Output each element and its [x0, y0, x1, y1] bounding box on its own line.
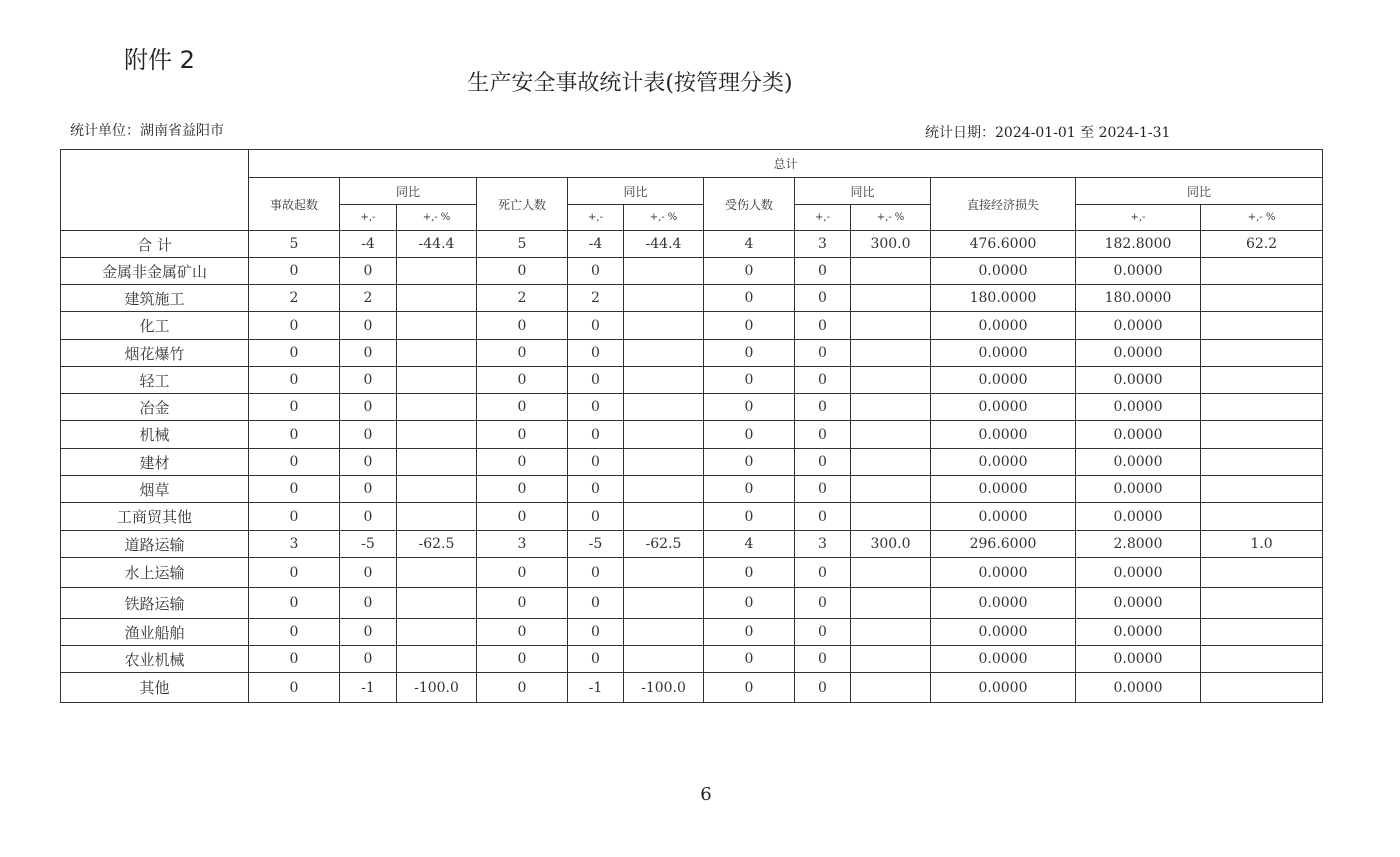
cell-deaths: 3 — [477, 531, 568, 558]
page-title: 生产安全事故统计表(按管理分类) — [467, 71, 793, 96]
cell-accidents-diff: 0 — [340, 367, 397, 394]
cell-accidents: 0 — [249, 340, 340, 367]
table-row — [61, 449, 1323, 476]
cell-category: 金属非金属矿山 — [61, 258, 249, 285]
cell-deaths-diff: 0 — [568, 449, 624, 476]
cell-deaths-diff: 0 — [568, 312, 624, 340]
cell-loss: 0.0000 — [931, 673, 1076, 703]
cell-accidents-diff: 0 — [340, 312, 397, 340]
cell-injured: 4 — [704, 531, 795, 558]
header-pct: +,- % — [1201, 205, 1323, 231]
cell-deaths: 0 — [477, 340, 568, 367]
cell-loss-diff: 0.0000 — [1076, 646, 1201, 673]
cell-deaths-pct — [624, 258, 704, 285]
corner-cell — [61, 150, 249, 231]
cell-loss-diff: 0.0000 — [1076, 619, 1201, 646]
cell-loss-pct — [1201, 646, 1323, 673]
cell-deaths-pct — [624, 394, 704, 421]
cell-loss-pct — [1201, 258, 1323, 285]
cell-accidents: 5 — [249, 231, 340, 258]
cell-injured-diff: 0 — [795, 588, 851, 619]
cell-deaths-diff: 0 — [568, 340, 624, 367]
header-diff: +,- — [568, 205, 624, 231]
statistics-date: 统计日期：2024-01-01 至 2024-1-31 — [925, 125, 1171, 141]
cell-accidents-pct — [397, 558, 477, 588]
cell-loss-diff: 0.0000 — [1076, 258, 1201, 285]
cell-loss: 0.0000 — [931, 340, 1076, 367]
cell-injured: 0 — [704, 421, 795, 449]
cell-deaths-pct: -100.0 — [624, 673, 704, 703]
cell-category: 烟草 — [61, 476, 249, 503]
cell-injured-diff: 0 — [795, 340, 851, 367]
cell-injured: 0 — [704, 340, 795, 367]
header-diff: +,- — [1076, 205, 1201, 231]
cell-deaths-pct — [624, 340, 704, 367]
cell-loss: 0.0000 — [931, 588, 1076, 619]
cell-deaths-diff: -5 — [568, 531, 624, 558]
cell-loss: 476.6000 — [931, 231, 1076, 258]
cell-injured-diff: 0 — [795, 449, 851, 476]
cell-accidents-pct — [397, 449, 477, 476]
cell-injured-diff: 0 — [795, 312, 851, 340]
cell-injured-diff: 0 — [795, 421, 851, 449]
cell-deaths-diff: 0 — [568, 646, 624, 673]
header-yoy: 同比 — [340, 178, 477, 205]
table-row — [61, 476, 1323, 503]
cell-loss-diff: 0.0000 — [1076, 394, 1201, 421]
cell-accidents-pct: -100.0 — [397, 673, 477, 703]
cell-accidents-diff: -4 — [340, 231, 397, 258]
page-number: 6 — [700, 784, 712, 805]
cell-injured-diff: 0 — [795, 503, 851, 531]
cell-deaths-pct — [624, 367, 704, 394]
cell-deaths-diff: 0 — [568, 558, 624, 588]
cell-deaths-pct — [624, 312, 704, 340]
header-injured: 受伤人数 — [704, 178, 795, 231]
cell-injured-pct — [851, 312, 931, 340]
table-row — [61, 394, 1323, 421]
header-yoy: 同比 — [568, 178, 704, 205]
cell-injured: 0 — [704, 367, 795, 394]
cell-loss-diff: 0.0000 — [1076, 312, 1201, 340]
cell-accidents: 0 — [249, 588, 340, 619]
cell-injured: 0 — [704, 588, 795, 619]
cell-loss: 0.0000 — [931, 421, 1076, 449]
cell-category: 其他 — [61, 673, 249, 703]
cell-deaths-diff: -1 — [568, 673, 624, 703]
table-row — [61, 673, 1323, 703]
cell-injured-diff: 0 — [795, 258, 851, 285]
cell-accidents-diff: 0 — [340, 340, 397, 367]
cell-loss: 0.0000 — [931, 619, 1076, 646]
cell-deaths-diff: 0 — [568, 619, 624, 646]
cell-injured-diff: 0 — [795, 476, 851, 503]
cell-deaths: 2 — [477, 285, 568, 312]
cell-loss-diff: 2.8000 — [1076, 531, 1201, 558]
cell-deaths: 0 — [477, 312, 568, 340]
cell-accidents-pct — [397, 588, 477, 619]
cell-deaths-diff: 0 — [568, 421, 624, 449]
table-row — [61, 231, 1323, 258]
cell-loss: 0.0000 — [931, 394, 1076, 421]
cell-deaths-pct — [624, 619, 704, 646]
cell-category: 化工 — [61, 312, 249, 340]
cell-injured-pct — [851, 258, 931, 285]
cell-accidents: 2 — [249, 285, 340, 312]
cell-accidents-diff: 2 — [340, 285, 397, 312]
header-pct: +,- % — [397, 205, 477, 231]
table-row — [61, 558, 1323, 588]
cell-injured: 0 — [704, 646, 795, 673]
cell-injured: 4 — [704, 231, 795, 258]
cell-accidents-diff: 0 — [340, 558, 397, 588]
cell-category: 机械 — [61, 421, 249, 449]
cell-accidents: 0 — [249, 367, 340, 394]
cell-accidents: 0 — [249, 258, 340, 285]
cell-deaths-diff: 0 — [568, 503, 624, 531]
cell-deaths-pct — [624, 476, 704, 503]
cell-accidents: 0 — [249, 449, 340, 476]
cell-deaths: 0 — [477, 367, 568, 394]
cell-injured-pct — [851, 646, 931, 673]
cell-deaths-pct — [624, 558, 704, 588]
cell-loss: 0.0000 — [931, 646, 1076, 673]
cell-accidents-pct — [397, 476, 477, 503]
cell-accidents-pct — [397, 503, 477, 531]
statistics-unit: 统计单位：湖南省益阳市 — [70, 123, 224, 139]
cell-deaths-pct — [624, 421, 704, 449]
cell-deaths-diff: 0 — [568, 258, 624, 285]
cell-loss-diff: 0.0000 — [1076, 340, 1201, 367]
cell-accidents-diff: 0 — [340, 476, 397, 503]
cell-loss: 0.0000 — [931, 367, 1076, 394]
cell-category: 建筑施工 — [61, 285, 249, 312]
table-row — [61, 421, 1323, 449]
cell-injured: 0 — [704, 503, 795, 531]
table-row — [61, 285, 1323, 312]
cell-loss: 296.6000 — [931, 531, 1076, 558]
cell-injured-pct — [851, 340, 931, 367]
cell-loss-pct — [1201, 285, 1323, 312]
cell-injured-diff: 0 — [795, 619, 851, 646]
cell-loss-diff: 0.0000 — [1076, 421, 1201, 449]
cell-loss-diff: 0.0000 — [1076, 558, 1201, 588]
cell-deaths-diff: 2 — [568, 285, 624, 312]
cell-injured: 0 — [704, 619, 795, 646]
cell-deaths-pct — [624, 503, 704, 531]
cell-injured-pct — [851, 503, 931, 531]
cell-loss-diff: 0.0000 — [1076, 476, 1201, 503]
cell-deaths-diff: 0 — [568, 394, 624, 421]
cell-loss: 0.0000 — [931, 258, 1076, 285]
cell-accidents: 0 — [249, 394, 340, 421]
cell-deaths: 0 — [477, 449, 568, 476]
cell-accidents-pct — [397, 394, 477, 421]
cell-injured: 0 — [704, 476, 795, 503]
cell-deaths-diff: -4 — [568, 231, 624, 258]
cell-deaths: 0 — [477, 646, 568, 673]
cell-injured-pct: 300.0 — [851, 531, 931, 558]
cell-loss-pct — [1201, 476, 1323, 503]
table-row — [61, 619, 1323, 646]
cell-loss-pct — [1201, 619, 1323, 646]
cell-injured-pct — [851, 619, 931, 646]
cell-loss-pct — [1201, 588, 1323, 619]
cell-injured-pct — [851, 476, 931, 503]
cell-accidents-diff: 0 — [340, 588, 397, 619]
cell-deaths: 0 — [477, 476, 568, 503]
cell-loss: 0.0000 — [931, 476, 1076, 503]
table-row — [61, 340, 1323, 367]
cell-injured-pct — [851, 673, 931, 703]
cell-accidents-diff: 0 — [340, 449, 397, 476]
cell-accidents-diff: 0 — [340, 503, 397, 531]
cell-loss-diff: 0.0000 — [1076, 449, 1201, 476]
cell-injured-pct — [851, 588, 931, 619]
cell-deaths-pct: -62.5 — [624, 531, 704, 558]
cell-injured-diff: 0 — [795, 367, 851, 394]
cell-loss: 0.0000 — [931, 503, 1076, 531]
cell-injured: 0 — [704, 673, 795, 703]
cell-accidents-pct — [397, 258, 477, 285]
cell-loss-pct — [1201, 312, 1323, 340]
cell-category: 建材 — [61, 449, 249, 476]
cell-deaths-pct: -44.4 — [624, 231, 704, 258]
cell-accidents: 0 — [249, 673, 340, 703]
cell-deaths: 5 — [477, 231, 568, 258]
cell-accidents: 0 — [249, 619, 340, 646]
cell-accidents-pct — [397, 340, 477, 367]
header-pct: +,- % — [851, 205, 931, 231]
cell-accidents-pct — [397, 646, 477, 673]
header-total: 总计 — [249, 150, 1323, 178]
statistics-table — [60, 149, 1323, 703]
cell-loss-pct — [1201, 558, 1323, 588]
header-yoy: 同比 — [1076, 178, 1323, 205]
header-pct: +,- % — [624, 205, 704, 231]
cell-loss-pct: 62.2 — [1201, 231, 1323, 258]
cell-injured-diff: 3 — [795, 231, 851, 258]
cell-accidents-pct — [397, 285, 477, 312]
cell-deaths-pct — [624, 285, 704, 312]
cell-injured-pct — [851, 558, 931, 588]
cell-deaths: 0 — [477, 258, 568, 285]
cell-loss-pct — [1201, 394, 1323, 421]
cell-accidents: 0 — [249, 421, 340, 449]
cell-deaths-pct — [624, 646, 704, 673]
cell-deaths: 0 — [477, 421, 568, 449]
cell-accidents: 0 — [249, 558, 340, 588]
cell-injured-pct — [851, 421, 931, 449]
header-accidents: 事故起数 — [249, 178, 340, 231]
cell-accidents-pct — [397, 367, 477, 394]
table-row — [61, 258, 1323, 285]
cell-injured: 0 — [704, 285, 795, 312]
cell-accidents-diff: -5 — [340, 531, 397, 558]
table-row — [61, 367, 1323, 394]
cell-injured-diff: 0 — [795, 285, 851, 312]
header-diff: +,- — [340, 205, 397, 231]
table-row — [61, 646, 1323, 673]
cell-loss-pct — [1201, 503, 1323, 531]
cell-deaths: 0 — [477, 394, 568, 421]
cell-loss-diff: 182.8000 — [1076, 231, 1201, 258]
cell-loss: 0.0000 — [931, 312, 1076, 340]
cell-loss-pct — [1201, 367, 1323, 394]
cell-loss-pct — [1201, 673, 1323, 703]
cell-category: 农业机械 — [61, 646, 249, 673]
cell-accidents-diff: -1 — [340, 673, 397, 703]
cell-deaths-diff: 0 — [568, 588, 624, 619]
cell-category: 轻工 — [61, 367, 249, 394]
cell-loss: 0.0000 — [931, 558, 1076, 588]
cell-loss: 0.0000 — [931, 449, 1076, 476]
cell-injured-diff: 3 — [795, 531, 851, 558]
cell-accidents: 0 — [249, 646, 340, 673]
cell-loss-diff: 0.0000 — [1076, 588, 1201, 619]
cell-deaths-pct — [624, 449, 704, 476]
header-deaths: 死亡人数 — [477, 178, 568, 231]
cell-accidents-pct: -44.4 — [397, 231, 477, 258]
cell-accidents-pct — [397, 421, 477, 449]
cell-accidents-pct — [397, 312, 477, 340]
table-row — [61, 531, 1323, 558]
cell-deaths: 0 — [477, 503, 568, 531]
cell-injured-pct — [851, 449, 931, 476]
table-row — [61, 503, 1323, 531]
cell-accidents: 0 — [249, 503, 340, 531]
cell-accidents: 0 — [249, 476, 340, 503]
header-yoy: 同比 — [795, 178, 931, 205]
header-loss: 直接经济损失 — [931, 178, 1076, 231]
attachment-label: 附件 2 — [124, 46, 195, 74]
cell-loss-diff: 0.0000 — [1076, 367, 1201, 394]
cell-injured-diff: 0 — [795, 646, 851, 673]
cell-injured-diff: 0 — [795, 558, 851, 588]
cell-injured-pct — [851, 367, 931, 394]
cell-accidents: 0 — [249, 312, 340, 340]
cell-accidents-pct: -62.5 — [397, 531, 477, 558]
cell-loss-pct: 1.0 — [1201, 531, 1323, 558]
cell-deaths: 0 — [477, 588, 568, 619]
cell-category: 铁路运输 — [61, 588, 249, 619]
cell-loss: 180.0000 — [931, 285, 1076, 312]
cell-accidents-diff: 0 — [340, 394, 397, 421]
cell-accidents: 3 — [249, 531, 340, 558]
cell-category: 道路运输 — [61, 531, 249, 558]
cell-loss-pct — [1201, 421, 1323, 449]
cell-deaths-pct — [624, 588, 704, 619]
cell-injured: 0 — [704, 312, 795, 340]
cell-accidents-diff: 0 — [340, 258, 397, 285]
cell-injured: 0 — [704, 449, 795, 476]
cell-loss-diff: 0.0000 — [1076, 503, 1201, 531]
cell-deaths-diff: 0 — [568, 367, 624, 394]
cell-injured: 0 — [704, 558, 795, 588]
cell-injured-diff: 0 — [795, 673, 851, 703]
cell-loss-pct — [1201, 449, 1323, 476]
cell-accidents-diff: 0 — [340, 619, 397, 646]
cell-loss-diff: 0.0000 — [1076, 673, 1201, 703]
cell-accidents-pct — [397, 619, 477, 646]
cell-loss-diff: 180.0000 — [1076, 285, 1201, 312]
table-row — [61, 312, 1323, 340]
cell-injured-diff: 0 — [795, 394, 851, 421]
cell-category: 水上运输 — [61, 558, 249, 588]
table-row — [61, 588, 1323, 619]
header-diff: +,- — [795, 205, 851, 231]
cell-accidents-diff: 0 — [340, 646, 397, 673]
cell-deaths-diff: 0 — [568, 476, 624, 503]
cell-loss-pct — [1201, 340, 1323, 367]
cell-deaths: 0 — [477, 673, 568, 703]
cell-category: 合 计 — [61, 231, 249, 258]
cell-injured-pct — [851, 285, 931, 312]
cell-category: 工商贸其他 — [61, 503, 249, 531]
cell-injured: 0 — [704, 394, 795, 421]
cell-injured: 0 — [704, 258, 795, 285]
cell-category: 渔业船舶 — [61, 619, 249, 646]
cell-injured-pct — [851, 394, 931, 421]
cell-injured-pct: 300.0 — [851, 231, 931, 258]
cell-deaths: 0 — [477, 619, 568, 646]
cell-category: 冶金 — [61, 394, 249, 421]
cell-deaths: 0 — [477, 558, 568, 588]
cell-accidents-diff: 0 — [340, 421, 397, 449]
cell-category: 烟花爆竹 — [61, 340, 249, 367]
